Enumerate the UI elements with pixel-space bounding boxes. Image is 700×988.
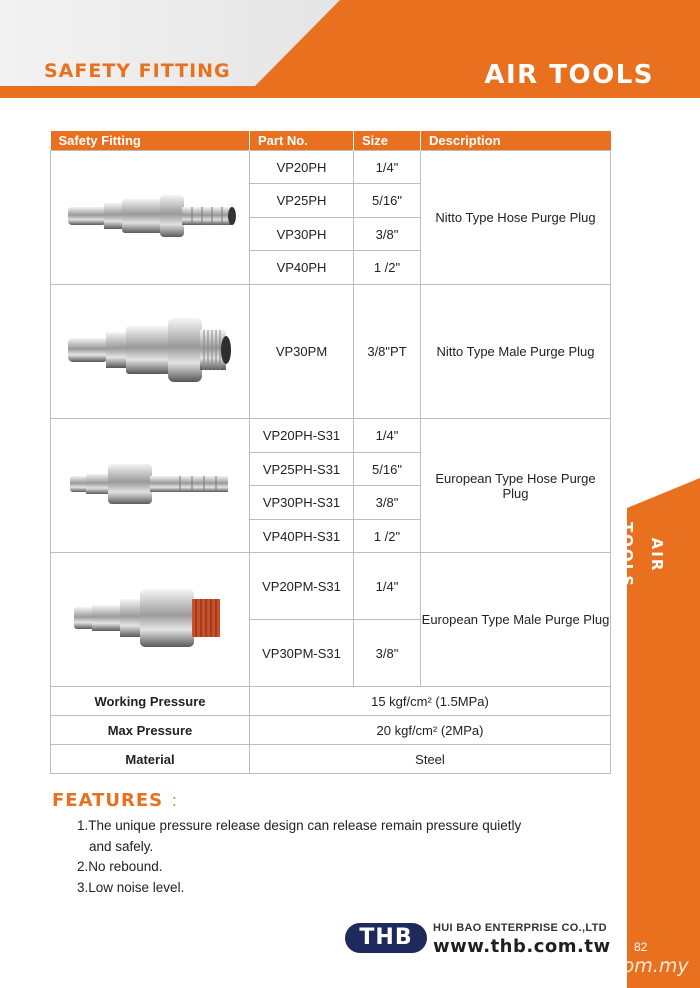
company-name: HUI BAO ENTERPRISE CO.,LTD: [433, 922, 607, 934]
part-number: VP30PH: [250, 218, 354, 251]
page-number: 82: [634, 940, 648, 954]
features-list: [77, 816, 521, 898]
col-header-size: Size: [354, 131, 421, 151]
features-title: FEATURES: [52, 790, 164, 811]
part-number: VP20PH: [250, 151, 354, 184]
watermark: infotoday.com.my: [518, 955, 689, 977]
col-header-part: Part No.: [250, 131, 354, 151]
size: 1/4": [354, 553, 421, 620]
spec-value: Steel: [250, 745, 611, 774]
spec-label: Working Pressure: [51, 687, 250, 716]
european-male-purge-plug-icon: [60, 583, 240, 653]
spec-value: 20 kgf/cm² (2MPa): [250, 716, 611, 745]
european-hose-purge-plug-icon: [60, 454, 240, 514]
category-title: AIR TOOLS: [484, 60, 654, 90]
size: 5/16": [354, 453, 421, 486]
size: 1/4": [354, 419, 421, 453]
male-purge-plug-icon: [60, 310, 240, 390]
fitting-image-european-male-purge-plug: [51, 553, 250, 687]
size: 1 /2": [354, 520, 421, 553]
col-header-fitting: Safety Fitting: [51, 131, 250, 151]
fitting-image-european-hose-purge-plug: [51, 419, 250, 553]
spec-label: Material: [51, 745, 250, 774]
feature-item: 2.No rebound.: [77, 859, 163, 874]
part-number: VP40PH: [250, 251, 354, 285]
features-colon: :: [172, 791, 177, 810]
size: 5/16": [354, 184, 421, 218]
feature-item: and safely.: [89, 838, 154, 854]
thb-logo: THB: [345, 923, 427, 953]
description: European Type Male Purge Plug: [421, 553, 611, 687]
part-number: VP40PH-S31: [250, 520, 354, 553]
part-number: VP25PH: [250, 184, 354, 218]
size: 3/8": [354, 620, 421, 687]
part-number: VP30PH-S31: [250, 486, 354, 520]
size: 3/8": [354, 486, 421, 520]
part-number: VP25PH-S31: [250, 453, 354, 486]
description: Nitto Type Hose Purge Plug: [421, 151, 611, 285]
part-number: VP30PM: [250, 285, 354, 419]
fitting-image-hose-purge-plug: [51, 151, 250, 285]
size: 3/8": [354, 218, 421, 251]
section-title: SAFETY FITTING: [44, 60, 231, 82]
spec-label: Max Pressure: [51, 716, 250, 745]
col-header-description: Description: [421, 131, 611, 151]
website-link[interactable]: www.thb.com.tw: [433, 936, 611, 957]
spec-value: 15 kgf/cm² (1.5MPa): [250, 687, 611, 716]
size: 1 /2": [354, 251, 421, 285]
part-number: VP30PM-S31: [250, 620, 354, 687]
product-table: [50, 131, 611, 774]
description: Nitto Type Male Purge Plug: [421, 285, 611, 419]
part-number: VP20PH-S31: [250, 419, 354, 453]
description: European Type Hose Purge Plug: [421, 419, 611, 553]
part-number: VP20PM-S31: [250, 553, 354, 620]
feature-item: 3.Low noise level.: [77, 879, 185, 895]
size: 1/4": [354, 151, 421, 184]
size: 3/8"PT: [354, 285, 421, 419]
feature-item: 1.The unique pressure release design can release remain pressure quietly: [77, 818, 522, 833]
side-tab-label: AIR TOOLS: [618, 521, 666, 589]
hose-purge-plug-icon: [60, 181, 240, 251]
fitting-image-male-purge-plug: [51, 285, 250, 419]
